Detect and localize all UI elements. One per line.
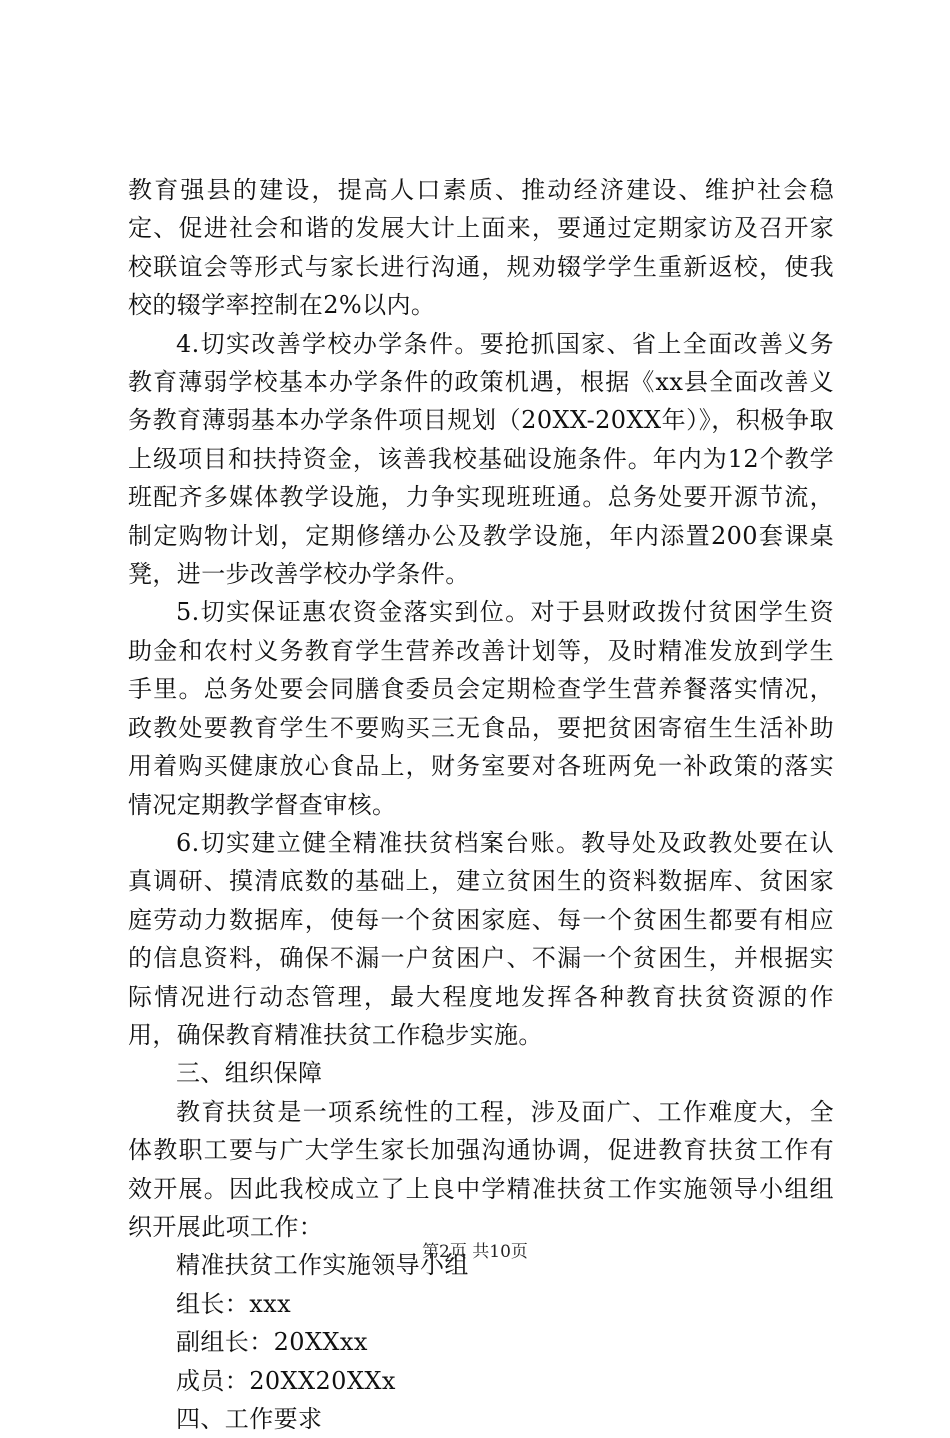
group-deputy-leader: 副组长：20XXxx bbox=[176, 1328, 368, 1357]
paragraph-item-6: 6.切实建立健全精准扶贫档案台账。教导处及政教处要在认真调研、摸清底数的基础上，建立贫困生的资料数据库、贫困家庭劳动力数据库，使每一个贫困家庭、每一个贫困生都要有相应的信息资料，确保不漏一户贫困户、不漏一个贫困生，并根据实际情况进行动态管理，最大程度地发挥各种教育扶贫资源的作用，确保教育精准扶贫工作稳步实施。 bbox=[128, 828, 834, 1049]
page-number-footer: 第2页 共10页 bbox=[422, 1242, 528, 1262]
paragraph-continuation: 教育强县的建设，提高人口素质、推动经济建设、维护社会稳定、促进社会和谐的发展大计上面来，要通过定期家访及召开家校联谊会等形式与家长进行沟通，规劝辍学学生重新返校，使我校的辍学率控制在2%以内。 bbox=[128, 176, 834, 320]
group-leader: 组长：xxx bbox=[176, 1289, 292, 1318]
paragraph-item-5: 5.切实保证惠农资金落实到位。对于县财政拨付贫困学生资助金和农村义务教育学生营养改善计划等，及时精准发放到学生手里。总务处要会同膳食委员会定期检查学生营养餐落实情况，政教处要教育学生不要购买三无食品，要把贫困寄宿生生活补助用着购买健康放心食品上，财务室要对各班两免一补政策的落实情况定期教学督查审核。 bbox=[128, 598, 834, 819]
group-members: 成员：20XX20XXx bbox=[176, 1366, 396, 1395]
paragraph-organization: 教育扶贫是一项系统性的工程，涉及面广、工作难度大，全体教职工要与广大学生家长加强沟通协调，促进教育扶贫工作有效开展。因此我校成立了上良中学精准扶贫工作实施领导小组组织开展此项工作： bbox=[128, 1097, 834, 1241]
section-heading-organization: 三、组织保障 bbox=[176, 1059, 323, 1088]
group-title: 精准扶贫工作实施领导小组 bbox=[176, 1251, 469, 1280]
paragraph-item-4: 4.切实改善学校办学条件。要抢抓国家、省上全面改善义务教育薄弱学校基本办学条件的政策机遇，根据《xx县全面改善义务教育薄弱基本办学条件项目规划（20XX-20XX年）》，积极争取上级项目和扶持资金，该善我校基础设施条件。年内为12个教学班配齐多媒体教学设施，力争实现班班通。总务处要开源节流，制定购物计划，定期修缮办公及教学设施，年内添置200套课桌凳，进一步改善学校办学条件。 bbox=[128, 329, 834, 589]
section-heading-requirements: 四、工作要求 bbox=[176, 1405, 323, 1433]
